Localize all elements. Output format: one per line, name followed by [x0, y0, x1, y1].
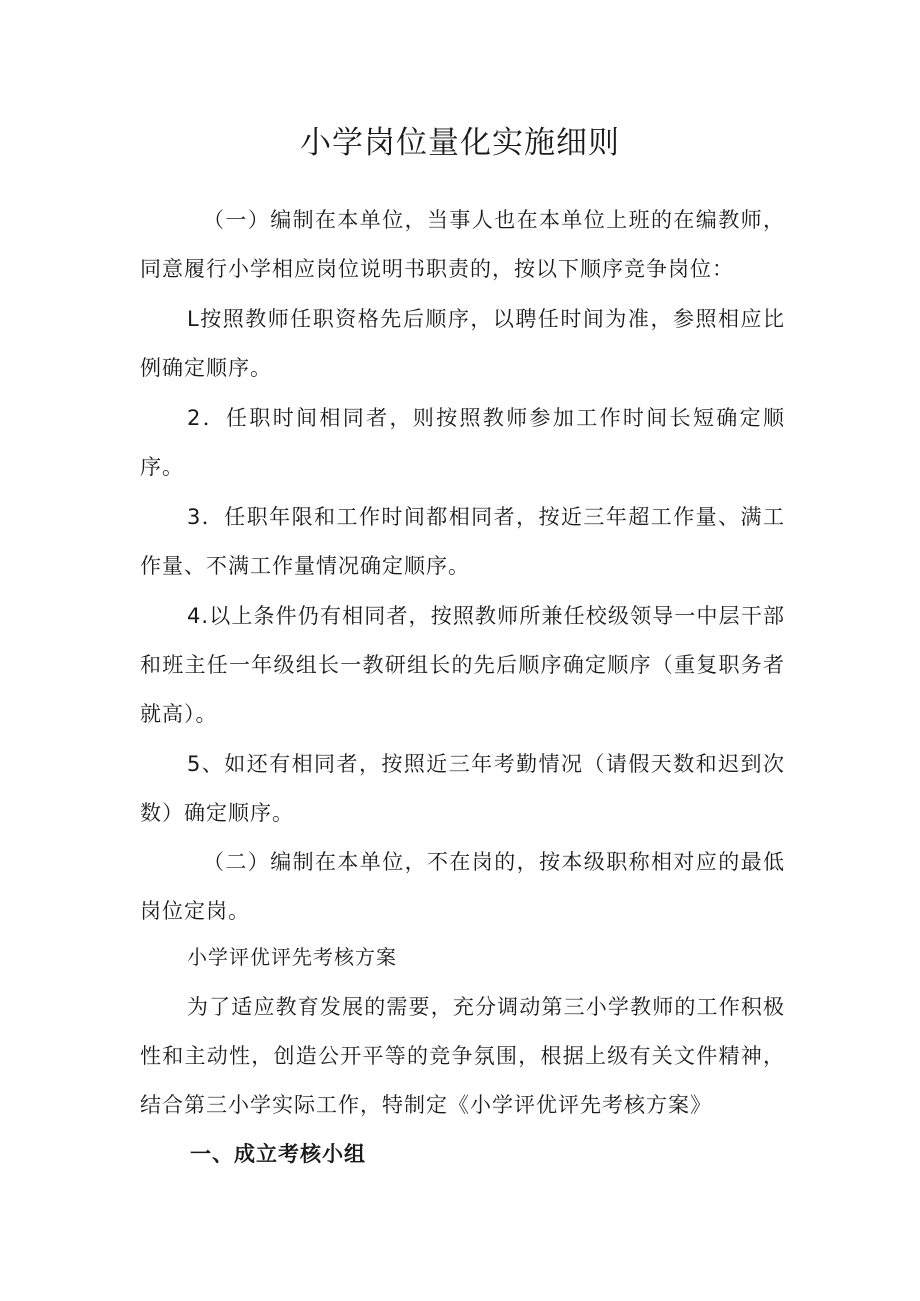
document-title: 小学岗位量化实施细则	[300, 125, 620, 161]
paragraph-2: L按照教师任职资格先后顺序，以聘任时间为准，参照相应比例确定顺序。	[140, 307, 785, 380]
section-heading: 一、成立考核小组	[190, 1142, 366, 1166]
section-subtitle: 小学评优评先考核方案	[187, 945, 397, 969]
paragraph-1: （一）编制在本单位，当事人也在本单位上班的在编教师，同意履行小学相应岗位说明书职责的，按以下顺序竞争岗位：	[140, 208, 785, 281]
paragraph-7: （二）编制在本单位，不在岗的，按本级职称相对应的最低岗位定岗。	[140, 850, 785, 923]
paragraph-4: 3．任职年限和工作时间都相同者，按近三年超工作量、满工作量、不满工作量情况确定顺序。	[140, 505, 785, 578]
paragraph-6: 5、如还有相同者，按照近三年考勤情况（请假天数和迟到次数）确定顺序。	[140, 752, 785, 825]
paragraph-5: 4.以上条件仍有相同者，按照教师所兼任校级领导一中层干部和班主任一年级组长一教研组长的先后顺序确定顺序（重复职务者就高）。	[140, 604, 785, 726]
paragraph-8: 为了适应教育发展的需要，充分调动第三小学教师的工作积极性和主动性，创造公开平等的竞争氛围，根据上级有关文件精神，结合第三小学实际工作，特制定《小学评优评先考核方案》	[140, 995, 785, 1117]
paragraph-3: 2．任职时间相同者，则按照教师参加工作时间长短确定顺序。	[140, 406, 785, 479]
